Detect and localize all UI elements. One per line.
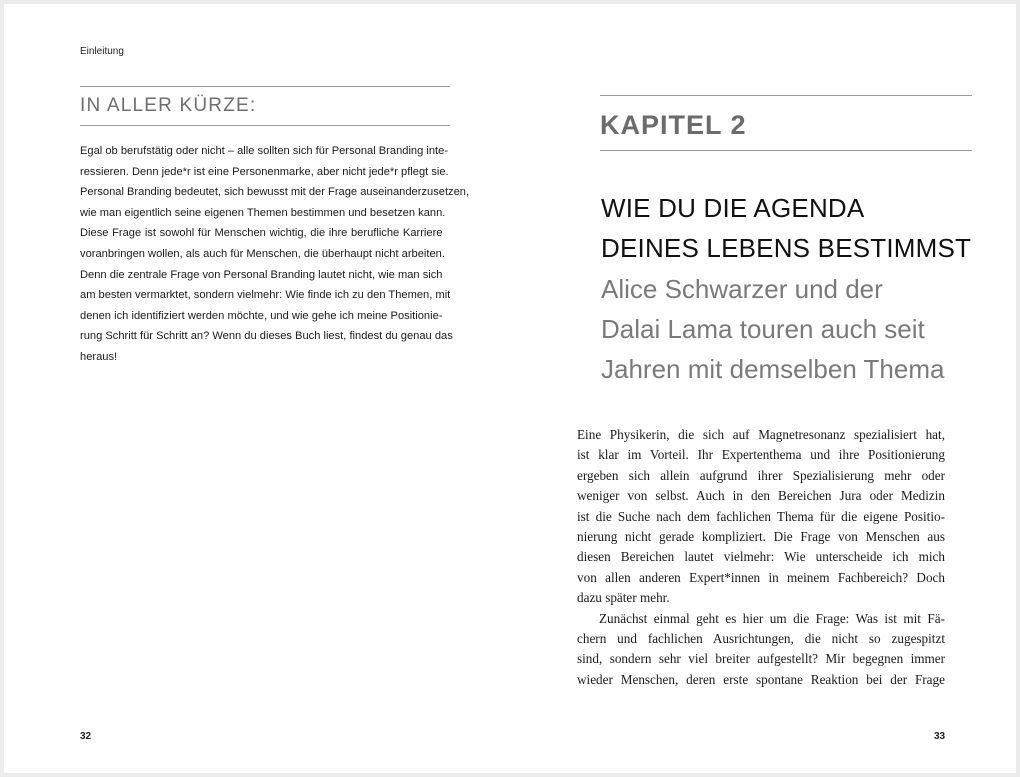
summary-line: Egal ob berufstätig oder nicht – alle sollten sich für Personal Branding inte- xyxy=(80,145,449,157)
summary-line: denen ich identifiziert werden möchte, und wie gehe ich meine Positionie- xyxy=(80,309,443,322)
summary-line: wie man eigentlich seine eigenen Themen bestimmen und besetzen kann. xyxy=(80,206,446,219)
chapter-subtitle-line: Jahren mit demselben Thema xyxy=(601,354,945,384)
body-line: nierung nicht gerade kompliziert. Die Frage von Menschen aus xyxy=(577,528,945,544)
body-line: weniger von selbst. Auch in den Bereichen Jura oder Medizin xyxy=(577,488,945,504)
summary-line: Personal Branding bedeutet, sich bewusst mit der Frage auseinanderzusetzen, xyxy=(80,186,470,199)
summary-line: heraus! xyxy=(80,350,118,363)
summary-line: ressieren. Denn jede*r ist eine Personenmarke, aber nicht jede*r pflegt sie. xyxy=(80,165,449,178)
page-number-right: 33 xyxy=(934,731,946,742)
left-page xyxy=(4,4,510,773)
chapter-top-rule xyxy=(600,95,972,96)
summary-text xyxy=(80,141,470,368)
body-line: ist die Suche nach dem fachlichen Thema für die eigene Positio- xyxy=(577,508,945,524)
body-line: wieder Menschen, deren erste spontane Reaktion bei der Frage xyxy=(577,671,945,687)
page-number-left: 32 xyxy=(80,731,92,742)
summary-top-rule xyxy=(80,86,450,87)
chapter-label: KAPITEL 2 xyxy=(600,110,747,140)
body-line: dazu später mehr. xyxy=(577,590,670,606)
chapter-subtitle-line: Alice Schwarzer und der xyxy=(601,274,883,304)
body-line: von allen anderen Expert*innen in meinem Fachbereich? Doch xyxy=(577,569,945,585)
body-line: ergeben sich allein aufgrund ihrer Spezialisierung mehr oder xyxy=(577,467,945,483)
summary-heading: IN ALLER KÜRZE: xyxy=(80,95,257,116)
chapter-title xyxy=(601,188,981,268)
body-line: Zunächst einmal geht es hier um die Frage: Was ist mit Fä- xyxy=(599,610,945,626)
chapter-bottom-rule xyxy=(600,150,972,151)
summary-line: am besten vermarktet, sondern vielmehr: Wie finde ich zu den Themen, mit xyxy=(80,289,451,302)
book-spread xyxy=(4,4,1016,773)
body-line: Eine Physikerin, die sich auf Magnetresonanz spezialisiert hat, xyxy=(577,427,945,442)
chapter-title-line: WIE DU DIE AGENDA xyxy=(601,193,865,223)
body-line: sind, sondern sehr viel breiter aufgestellt? Mir begegnen immer xyxy=(577,651,945,667)
summary-line: Denn die zentrale Frage von Personal Branding lautet nicht, wie man sich xyxy=(80,268,443,281)
summary-line: Diese Frage ist sowohl für Menschen wichtig, die ihre berufliche Karriere xyxy=(80,227,443,240)
body-text xyxy=(577,425,945,690)
chapter-subtitle-line: Dalai Lama touren auch seit xyxy=(601,314,925,344)
body-line: diesen Bereichen lautet vielmehr: Wie unterscheide ich mich xyxy=(577,549,945,565)
running-head: Einleitung xyxy=(80,46,124,57)
body-line: chern und fachlichen Ausrichtungen, die nicht so zugespitzt xyxy=(577,630,945,646)
right-page xyxy=(510,4,1016,773)
summary-line: voranbringen wollen, als auch für Menschen, die überhaupt nicht arbeiten. xyxy=(80,247,445,260)
chapter-subtitle xyxy=(601,269,981,389)
summary-bottom-rule xyxy=(80,125,450,126)
body-line: ist klar im Vorteil. Ihr Expertenthema und ihre Positionierung xyxy=(577,447,945,463)
chapter-title-line: DEINES LEBENS BESTIMMST xyxy=(601,233,972,263)
summary-line: rung Schritt für Schritt an? Wenn du dieses Buch liest, findest du genau das xyxy=(80,330,453,343)
